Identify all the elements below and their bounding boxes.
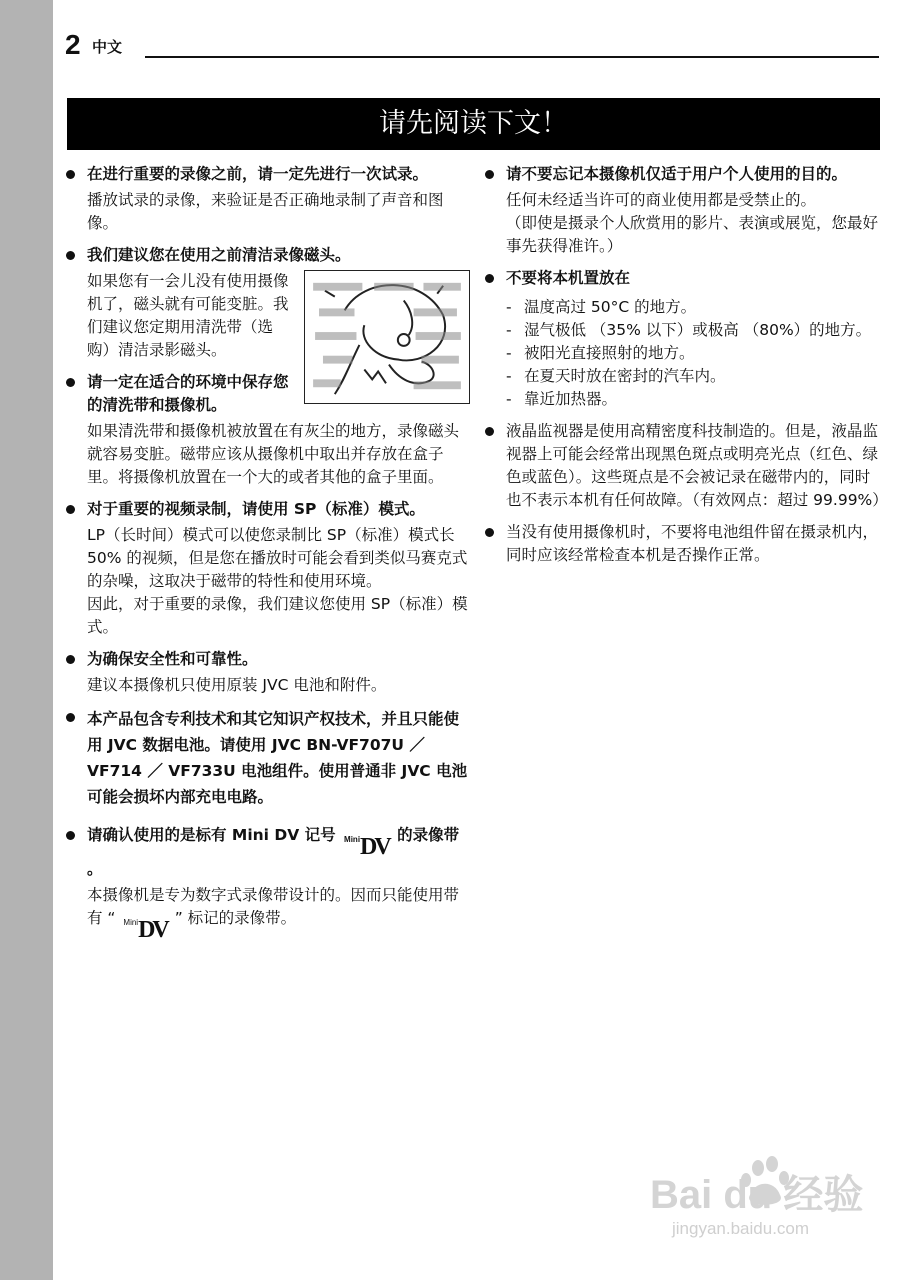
item-heading [87,824,470,881]
list-item [483,420,888,512]
list-item [64,371,470,489]
item-body: 任何未经适当许可的商业使用都是受禁止的。 [506,191,817,209]
page-number: 2 [65,29,81,60]
item-heading: 我们建议您在使用之前清洁录像磁头。 [87,246,351,264]
mini-dv-logo-mark: DV [360,834,389,860]
sub-list-text: 靠近加热器。 [524,390,618,408]
item-body: 播放试录的录像，来验证是否正确地录制了声音和图像。 [87,191,444,232]
item-heading-part: 请确认使用的是标有 Mini DV 记号 [87,826,336,844]
item-body-note: 因此，对于重要的录像，我们建议您使用 SP（标准）模式。 [87,595,468,636]
item-body: 液晶监视器是使用高精密度科技制造的。但是，液晶监视器上可能会经常出现黑色斑点或明亮光点（红色、绿色或蓝色）。这些斑点是不会被记录在磁带内的，同时也不表示本机有任何故障。（有效网点：超过 99.99%） [506,422,888,509]
bullet-icon [66,713,75,722]
mini-dv-logo-mini: Mini [123,918,139,927]
item-body: LP（长时间）模式可以使您录制比 SP（标准）模式长 50% 的视频，但是您在播放时可能会看到类似马赛克式的杂噪，这取决于磁带的特性和使用环境。 [87,526,468,590]
item-heading-part: 的录像带 。 [87,826,460,878]
sub-list-item [506,365,883,388]
sub-list-text: 温度高过 50°C 的地方。 [524,298,697,316]
bullet-icon [66,170,75,179]
item-heading: 请一定在适合的环境中保存您的清洗带和摄像机。 [87,373,289,414]
bullet-icon [485,170,494,179]
mini-dv-logo-icon [123,919,166,941]
list-item [483,521,883,567]
watermark-text: Bai du 经验 [650,1173,864,1217]
item-body [87,884,470,941]
item-body-part: ” 标记的录像带。 [174,909,297,927]
list-item [64,824,470,941]
sub-list-item [506,342,883,365]
list-item [64,648,470,697]
mini-dv-logo-mini: Mini [344,835,361,844]
dash-marker: - [506,344,512,362]
item-heading: 请不要忘记本摄像机仅适于用户个人使用的目的。 [506,165,848,183]
bullet-icon [485,427,494,436]
sub-list-text: 湿气极低 （35% 以下）或极高 （80%）的地方。 [524,321,872,339]
item-heading: 在进行重要的录像之前，请一定先进行一次试录。 [87,165,429,183]
header-rule [145,56,879,58]
list-item [64,244,470,362]
dash-marker: - [506,390,512,408]
dash-marker: - [506,298,512,316]
item-body: 如果清洗带和摄像机被放置在有灰尘的地方，录像磁头就容易变脏。磁带应该从摄像机中取出并存放在盒子里。将摄像机放置在一个大的或者其他的盒子里面。 [87,422,460,486]
sub-list-item [506,388,883,411]
item-body-note: （即使是摄录个人欣赏用的影片、表演或展览，您最好事先获得准许。） [506,214,879,255]
list-item [64,706,470,810]
bullet-icon [485,528,494,537]
item-heading: 本产品包含专利技术和其它知识产权技术，并且只能使用 JVC 数据电池。请使用 JVC BN-VF707U ／ VF714 ／ VF733U 电池组件。使用普通非 JVC 电池可能会损坏内部充电电路。 [87,710,468,806]
dash-marker: - [506,321,512,339]
sub-list-item [506,319,883,342]
list-item [64,498,470,639]
page-language: 中文 [92,38,123,56]
item-body: 如果您有一会儿没有使用摄像机了，磁头就有可能变脏。我们建议您定期用清洗带（选购）清洁录影磁头。 [87,272,289,359]
bullet-icon [485,274,494,283]
bullet-icon [66,655,75,664]
dash-marker: - [506,367,512,385]
sub-list-text: 被阳光直接照射的地方。 [524,344,695,362]
mini-dv-logo-icon [344,836,389,858]
sub-list-item [506,296,883,319]
page-margin-band [0,0,53,1280]
right-column [483,163,888,576]
item-body-part: 本摄像机是专为数字式录像带设计的。因而只能使用带有 “ [87,886,460,927]
item-heading: 不要将本机置放在 [506,269,631,287]
list-item [483,267,883,411]
left-column [64,163,470,950]
bullet-icon [66,831,75,840]
page-title-banner: 请先阅读下文！ [67,98,880,150]
bullet-icon [66,251,75,260]
watermark-url: jingyan.baidu.com [672,1219,810,1238]
item-heading: 为确保安全性和可靠性。 [87,650,258,668]
bullet-icon [66,378,75,387]
bullet-icon [66,505,75,514]
list-item [483,163,883,258]
item-body: 当没有使用摄像机时，不要将电池组件留在摄录机内，同时应该经常检查本机是否操作正常。 [506,523,879,564]
sub-list-text: 在夏天时放在密封的汽车内。 [524,367,726,385]
list-item [64,163,470,235]
item-body: 建议本摄像机只使用原装 JVC 电池和附件。 [87,676,387,694]
mini-dv-logo-mark: DV [138,917,167,943]
item-heading: 对于重要的视频录制，请使用 SP（标准）模式。 [87,500,425,518]
